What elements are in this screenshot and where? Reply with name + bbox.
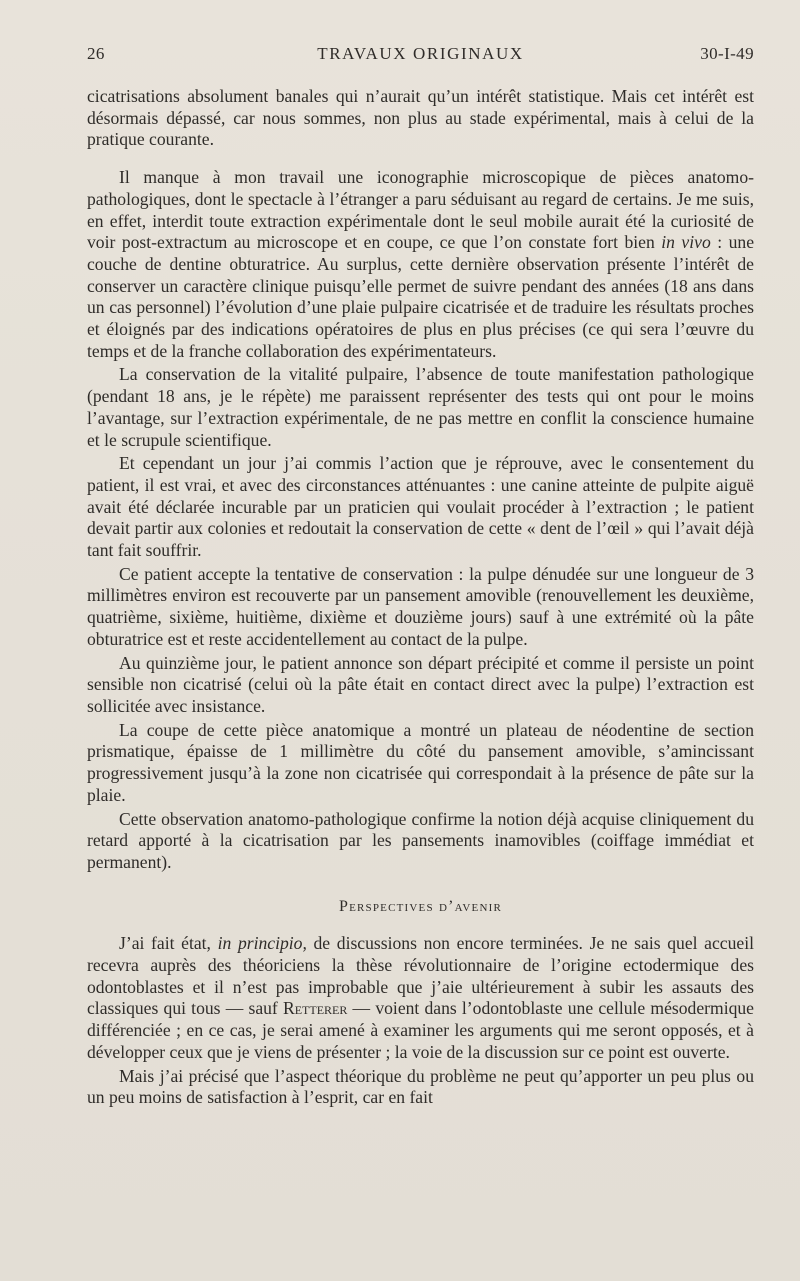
section-heading: Perspectives d’avenir (338, 897, 502, 915)
paragraph-5: Ce patient accepte la tentative de conservation : la pulpe dénudée sur une longueur de 3 millimètres environ est recouverte par un pansement amovible (renouvellement les deuxième, quatrième, sixième, huitième, dixième et douzième jours) sauf à une extrémité où la pâte obturatrice est et reste accidentellement au contact de la pulpe. (87, 563, 754, 649)
paragraph-10: Mais j’ai précisé que l’aspect théorique du problème ne peut qu’apporter un peu plus ou un peu moins de satisfaction à l’esprit, car en fait (87, 1065, 754, 1108)
paragraph-2: Il manque à mon travail une iconographie microscopique de pièces anatomo-pathologiques, dont le spectacle à l’étranger a paru séduisant au regard de certains. Je me suis, en effet, interdit toute extraction expérimentale dont le seul mobile aurait été la curiosité de voir post-extractum au microscope et en coupe, ce que l’on constate fort bien in vivo : une couche de dentine obturatrice. Au surplus, cette dernière observation présente l’intérêt de conserver un caractère clinique puisqu’elle permet de suivre pendant des années (18 ans dans un cas personnel) l’évolution d’une plaie pulpaire cicatrisée et de traduire les résultats proches et éloignés par des indications opératoires de plus en plus précises (ce qui sera l’œuvre du temps et de la franche collaboration des expérimentateurs. (87, 167, 755, 361)
running-header (87, 44, 754, 66)
paragraph-4: Et cependant un jour j’ai commis l’action que je réprouve, avec le consentement du patient, il est vrai, et avec des circonstances atténuantes : une canine atteinte de pulpite aiguë avait été déclarée incurable par un praticien qui voulait procéder à l’extraction ; le patient devait partir aux colonies et redoutait la conservation de cette « dent de l’œil » qui l’avait déjà tant fait souffrir. (87, 453, 754, 561)
page-number: 26 (87, 44, 105, 63)
running-title: TRAVAUX ORIGINAUX (317, 44, 524, 63)
paragraph-6: Au quinzième jour, le patient annonce son départ précipité et comme il persiste un point sensible non cicatrisé (celui où la pâte était en contact direct avec la pulpe) l’extraction est sollicitée avec insistance. (87, 652, 754, 716)
article-body (87, 86, 754, 1109)
paragraph-7: La coupe de cette pièce anatomique a montré un plateau de néodentine de section prismatique, épaisse de 1 millimètre du côté du pansement amovible, s’amincissant progressivement jusqu’à la zone non cicatrisée qui correspondait à la présence de pâte sur la plaie. (87, 719, 754, 805)
paragraph-8: Cette observation anatomo-pathologique confirme la notion déjà acquise cliniquement du retard apporté à la cicatrisation par les pansements inamovibles (coiffage immédiat et permanent). (87, 808, 754, 872)
issue-date: 30-I-49 (700, 44, 754, 63)
paragraph-9: J’ai fait état, in principio, de discussions non encore terminées. Je ne sais quel accueil recevra auprès des théoriciens la thèse révolutionnaire de l’origine ectodermique des odontoblastes et il n’est pas improbable que j’aie ultérieurement à subir les assauts des classiques qui tous — sauf Retterer — voient dans l’odontoblaste une cellule mésodermique différenciée ; en ce cas, je serai amené à examiner les arguments qui me seront opposés, et à développer ceux que je viens de présenter ; la voie de la discussion sur ce point est ouverte. (87, 933, 754, 1062)
author-name: Retterer (282, 998, 348, 1019)
paragraph-1: cicatrisations absolument banales qui n’aurait qu’un intérêt statistique. Mais cet intérêt est désormais dépassé, car nous sommes, non plus au stade expérimental, mais à celui de la pratique courante. (87, 86, 754, 150)
paragraph-3: La conservation de la vitalité pulpaire, l’absence de toute manifestation pathologique (pendant 18 ans, je le répète) me paraissent représenter des tests qui ont pour le moins l’avantage, sur l’extraction expérimentale, de ne pas mettre en conflit la conscience humaine et le scrupule scientifique. (87, 364, 754, 450)
